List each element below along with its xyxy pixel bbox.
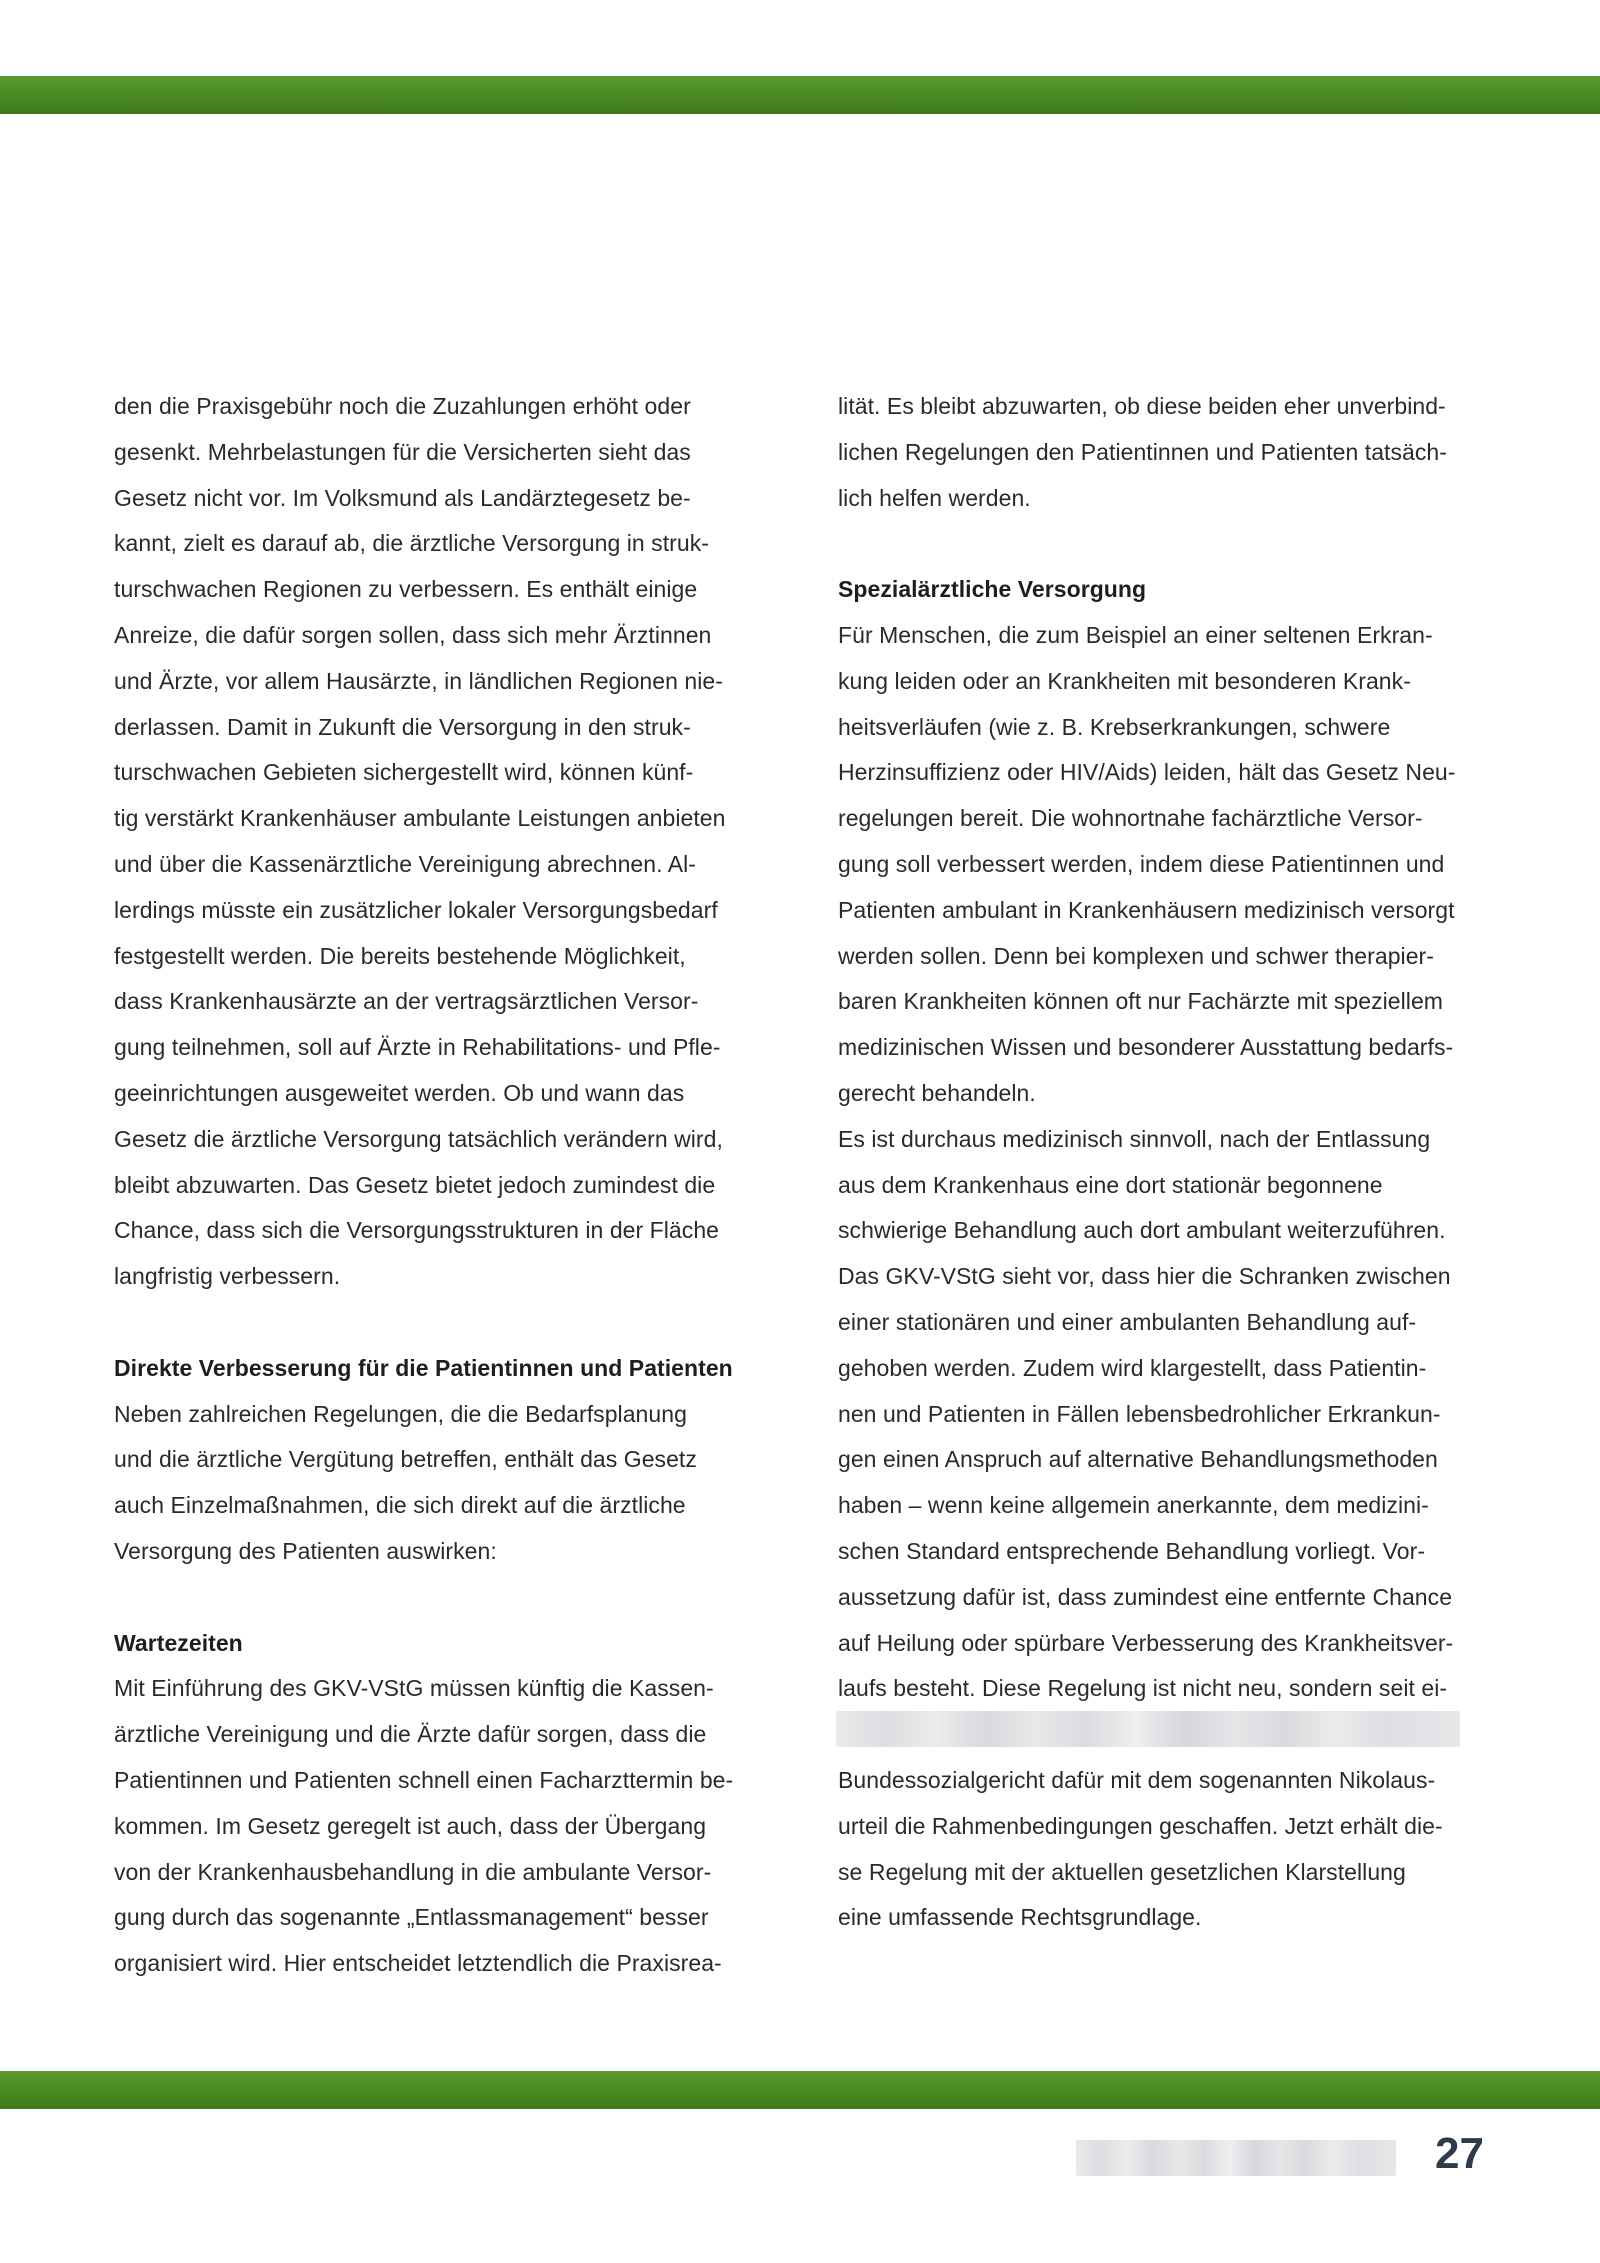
paragraph-spacer [838,521,1488,567]
text-line: den die Praxisgebühr noch die Zuzahlungen erhöht oder [114,393,691,419]
text-line: schwierige Behandlung auch dort ambulant weiterzuführen. [838,1217,1446,1244]
text-line: lich helfen werden. [838,484,1031,511]
text-line: haben – wenn keine allgemein anerkannte, dem medizini- [838,1492,1429,1519]
left-text-column [114,384,764,1987]
text-line: werden sollen. Denn bei komplexen und schwer therapier- [838,942,1434,969]
text-line: Patientinnen und Patienten schnell einen Facharzttermin be- [114,1766,734,1793]
paragraph-spacer [114,1575,764,1621]
text-line: auch Einzelmaßnahmen, die sich direkt auf die ärztliche [114,1492,686,1519]
text-line: Chance, dass sich die Versorgungsstrukturen in der Fläche [114,1217,720,1244]
text-line: tig verstärkt Krankenhäuser ambulante Leistungen anbieten [114,805,726,832]
text-line: auf Heilung oder spürbare Verbesserung des Krankheitsver- [838,1629,1454,1656]
text-line: kannt, zielt es darauf ab, die ärztliche Versorgung in struk- [114,530,709,557]
text-line: eine umfassende Rechtsgrundlage. [838,1904,1202,1931]
text-line: turschwachen Gebieten sichergestellt wird, können künf- [114,759,694,786]
text-line: Gesetz nicht vor. Im Volksmund als Landärztegesetz be- [114,484,691,511]
section-heading: Direkte Verbesserung für die Patientinnen und Patienten [114,1354,733,1381]
text-line: gehoben werden. Zudem wird klargestellt, dass Patientin- [838,1354,1427,1381]
section-heading: Wartezeiten [114,1629,243,1656]
text-line: bleibt abzuwarten. Das Gesetz bietet jedoch zumindest die [114,1171,716,1198]
text-line: gung teilnehmen, soll auf Ärzte in Rehabilitations- und Pfle- [114,1034,721,1061]
text-line: turschwachen Regionen zu verbessern. Es enthält einige [114,576,698,603]
text-line: Versorgung des Patienten auswirken: [114,1537,497,1564]
text-line: Herzinsuffizienz oder HIV/Aids) leiden, hält das Gesetz Neu- [838,759,1456,786]
redacted-text-line [836,1711,1460,1747]
redacted-footer-label [1076,2140,1396,2176]
page-number: 27 [1435,2129,1484,2178]
text-line: organisiert wird. Hier entscheidet letztendlich die Praxisrea- [114,1950,722,1977]
text-line: lität. Es bleibt abzuwarten, ob diese beiden eher unverbind- [838,393,1446,419]
text-line: lichen Regelungen den Patientinnen und Patienten tatsäch- [838,438,1447,465]
paragraph-spacer [114,1300,764,1346]
text-line: gen einen Anspruch auf alternative Behandlungsmethoden [838,1446,1438,1473]
text-line: Neben zahlreichen Regelungen, die die Bedarfsplanung [114,1400,687,1427]
text-line: se Regelung mit der aktuellen gesetzlichen Klarstellung [838,1858,1406,1885]
text-line: gung durch das sogenannte „Entlassmanagement“ besser [114,1904,709,1931]
text-line: dass Krankenhausärzte an der vertragsärztlichen Versor- [114,988,699,1015]
text-line: Mit Einführung des GKV-VStG müssen künftig die Kassen- [114,1675,714,1702]
text-line: baren Krankheiten können oft nur Fachärzte mit speziellem [838,988,1444,1015]
text-line: Das GKV-VStG sieht vor, dass hier die Schranken zwischen [838,1263,1451,1290]
section-heading: Spezialärztliche Versorgung [838,576,1147,603]
text-line: derlassen. Damit in Zukunft die Versorgung in den struk- [114,713,691,740]
text-line: gesenkt. Mehrbelastungen für die Versicherten sieht das [114,438,691,465]
text-line: geeinrichtungen ausgeweitet werden. Ob und wann das [114,1079,685,1106]
text-line: und über die Kassenärztliche Vereinigung abrechnen. Al- [114,850,696,877]
text-line: und die ärztliche Vergütung betreffen, enthält das Gesetz [114,1446,697,1473]
text-line: medizinischen Wissen und besonderer Ausstattung bedarfs- [838,1034,1454,1061]
text-line: aussetzung dafür ist, dass zumindest eine entfernte Chance [838,1583,1453,1610]
text-line: nen und Patienten in Fällen lebensbedrohlicher Erkrankun- [838,1400,1441,1427]
text-line: von der Krankenhausbehandlung in die ambulante Versor- [114,1858,712,1885]
text-line: gerecht behandeln. [838,1079,1036,1106]
text-line: urteil die Rahmenbedingungen geschaffen. Jetzt erhält die- [838,1812,1443,1839]
text-line: festgestellt werden. Die bereits bestehende Möglichkeit, [114,942,686,969]
bottom-green-band [0,2071,1600,2109]
top-green-band [0,76,1600,114]
text-line: aus dem Krankenhaus eine dort stationär begonnene [838,1171,1383,1198]
text-line: gung soll verbessert werden, indem diese Patientinnen und [838,850,1445,877]
text-line: kommen. Im Gesetz geregelt ist auch, dass der Übergang [114,1812,707,1839]
text-line: regelungen bereit. Die wohnortnahe fachärztliche Versor- [838,805,1423,832]
text-line: kung leiden oder an Krankheiten mit besonderen Krank- [838,667,1411,694]
text-line: Für Menschen, die zum Beispiel an einer seltenen Erkran- [838,621,1433,648]
text-line: schen Standard entsprechende Behandlung vorliegt. Vor- [838,1537,1426,1564]
text-line: heitsverläufen (wie z. B. Krebserkrankungen, schwere [838,713,1391,740]
text-line: Es ist durchaus medizinisch sinnvoll, nach der Entlassung [838,1125,1431,1152]
right-text-column [838,384,1488,1941]
text-line: Anreize, die dafür sorgen sollen, dass sich mehr Ärztinnen [114,621,712,648]
text-line: langfristig verbessern. [114,1263,341,1290]
text-line: ärztliche Vereinigung und die Ärzte dafür sorgen, dass die [114,1721,707,1748]
text-line: laufs besteht. Diese Regelung ist nicht neu, sondern seit ei- [838,1675,1448,1702]
text-line: lerdings müsste ein zusätzlicher lokaler Versorgungsbedarf [114,896,718,923]
text-line: und Ärzte, vor allem Hausärzte, in ländlichen Regionen nie- [114,667,723,694]
text-line: einer stationären und einer ambulanten Behandlung auf- [838,1308,1417,1335]
text-line: Patienten ambulant in Krankenhäusern medizinisch versorgt [838,896,1455,923]
text-line: Gesetz die ärztliche Versorgung tatsächlich verändern wird, [114,1125,723,1152]
text-line: Bundessozialgericht dafür mit dem sogenannten Nikolaus- [838,1766,1436,1793]
